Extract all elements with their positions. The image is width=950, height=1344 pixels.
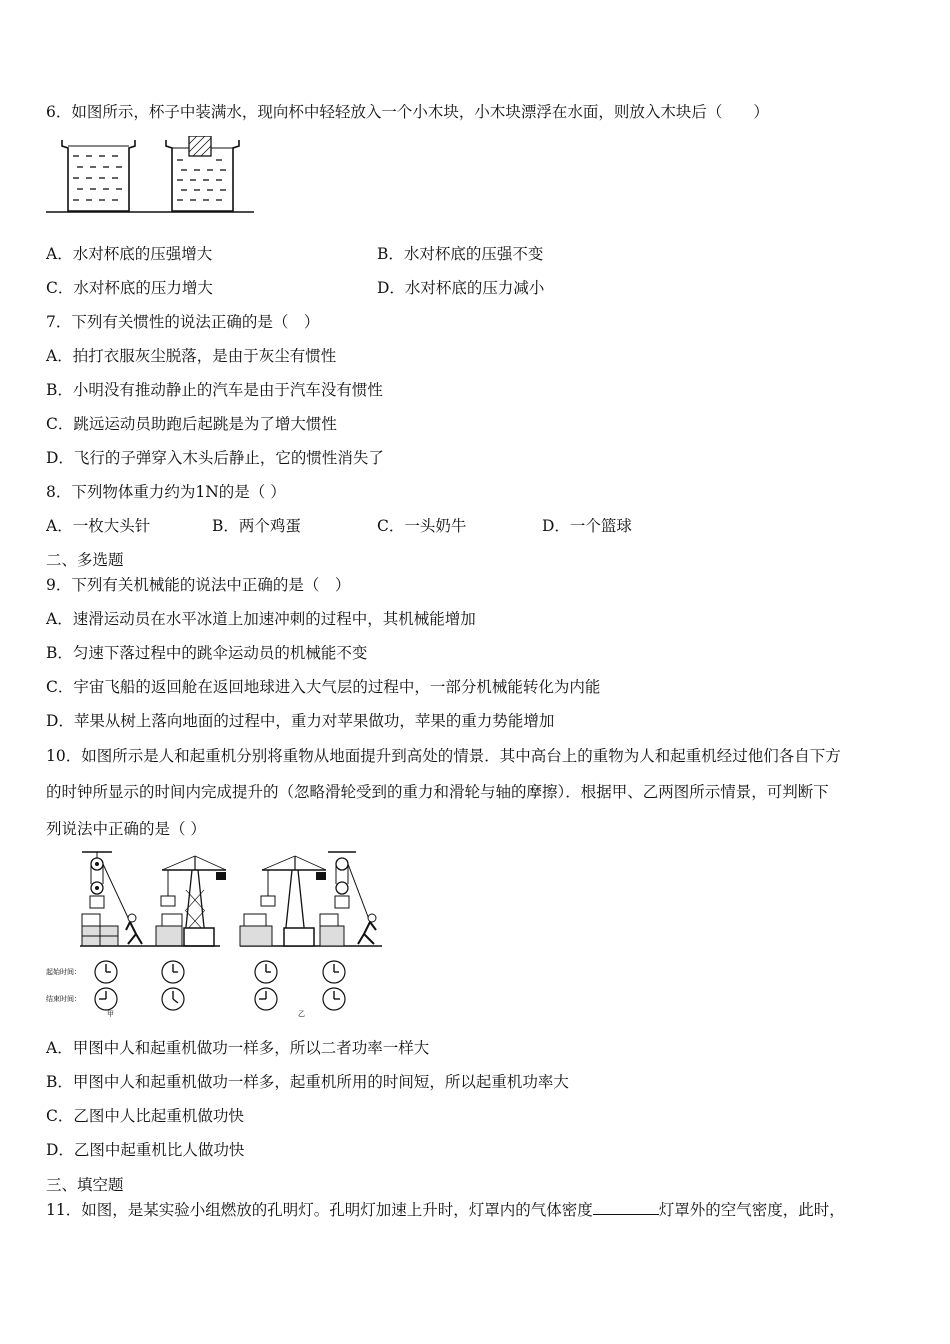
q6-option-d: D．水对杯底的压力减小 bbox=[377, 279, 545, 297]
q7-stem: 7．下列有关惯性的说法正确的是（ ） bbox=[46, 313, 320, 331]
q7-option-d: D．飞行的子弹穿入木头后静止，它的惯性消失了 bbox=[46, 449, 384, 467]
q10-crane-person-figure bbox=[44, 850, 394, 1020]
q6-stem: 6．如图所示，杯子中装满水，现向杯中轻轻放入一个小木块，小木块漂浮在水面，则放入木块后（ ） bbox=[46, 103, 769, 121]
q8-option-a: A．一枚大头针 bbox=[46, 517, 151, 535]
q8-option-b: B．两个鸡蛋 bbox=[212, 517, 301, 535]
q11-stem-part-2: 灯罩外的空气密度，此时， bbox=[658, 1201, 845, 1219]
start-time-label: 起始时间： bbox=[46, 968, 81, 976]
q10-stem-line-3: 列说法中正确的是（ ） bbox=[46, 820, 206, 838]
q10-stem-line-2: 的时钟所显示的时间内完成提升的（忽略滑轮受到的重力和滑轮与轴的摩擦）．根据甲、乙两图所示情景，可判断下 bbox=[46, 783, 829, 801]
q7-option-b: B．小明没有推动静止的汽车是由于汽车没有惯性 bbox=[46, 381, 383, 399]
q8-stem: 8．下列物体重力约为1N的是（ ） bbox=[46, 483, 286, 501]
end-time-label: 结束时间： bbox=[46, 995, 81, 1003]
section-fill-in-heading: 三、填空题 bbox=[46, 1176, 124, 1194]
q10-option-c: C．乙图中人比起重机做功快 bbox=[46, 1107, 244, 1125]
q9-option-c: C．宇宙飞船的返回舱在返回地球进入大气层的过程中，一部分机械能转化为内能 bbox=[46, 678, 601, 696]
q10-stem-line-1: 10．如图所示是人和起重机分别将重物从地面提升到高处的情景．其中高台上的重物为人和起重机经过他们各自下方 bbox=[46, 747, 841, 765]
q6-cups-figure bbox=[44, 136, 258, 216]
q11-stem bbox=[46, 1200, 845, 1220]
q9-option-d: D．苹果从树上落向地面的过程中，重力对苹果做功，苹果的重力势能增加 bbox=[46, 712, 555, 730]
q10-option-a: A．甲图中人和起重机做功一样多，所以二者功率一样大 bbox=[46, 1039, 430, 1057]
q9-option-b: B．匀速下落过程中的跳伞运动员的机械能不变 bbox=[46, 644, 368, 662]
q10-option-b: B．甲图中人和起重机做功一样多，起重机所用的时间短，所以起重机功率大 bbox=[46, 1073, 569, 1091]
figure-label-yi: 乙 bbox=[298, 1010, 305, 1018]
q9-option-a: A．速滑运动员在水平冰道上加速冲刺的过程中，其机械能增加 bbox=[46, 610, 476, 628]
q6-option-a: A．水对杯底的压强增大 bbox=[46, 245, 213, 263]
q7-option-a: A．拍打衣服灰尘脱落，是由于灰尘有惯性 bbox=[46, 347, 337, 365]
q11-stem-part-1: 11．如图，是某实验小组燃放的孔明灯。孔明灯加速上升时，灯罩内的气体密度 bbox=[46, 1201, 593, 1219]
q6-option-b: B．水对杯底的压强不变 bbox=[377, 245, 544, 263]
q7-option-c: C．跳远运动员助跑后起跳是为了增大惯性 bbox=[46, 415, 337, 433]
q8-option-d: D．一个篮球 bbox=[542, 517, 632, 535]
q6-option-c: C．水对杯底的压力增大 bbox=[46, 279, 213, 297]
q8-option-c: C．一头奶牛 bbox=[377, 517, 467, 535]
q10-option-d: D．乙图中起重机比人做功快 bbox=[46, 1141, 245, 1159]
figure-label-jia: 甲 bbox=[107, 1010, 114, 1018]
section-multiple-choice-heading: 二、多选题 bbox=[46, 551, 124, 569]
q9-stem: 9．下列有关机械能的说法中正确的是（ ） bbox=[46, 576, 351, 594]
q11-answer-blank[interactable] bbox=[593, 1200, 659, 1215]
